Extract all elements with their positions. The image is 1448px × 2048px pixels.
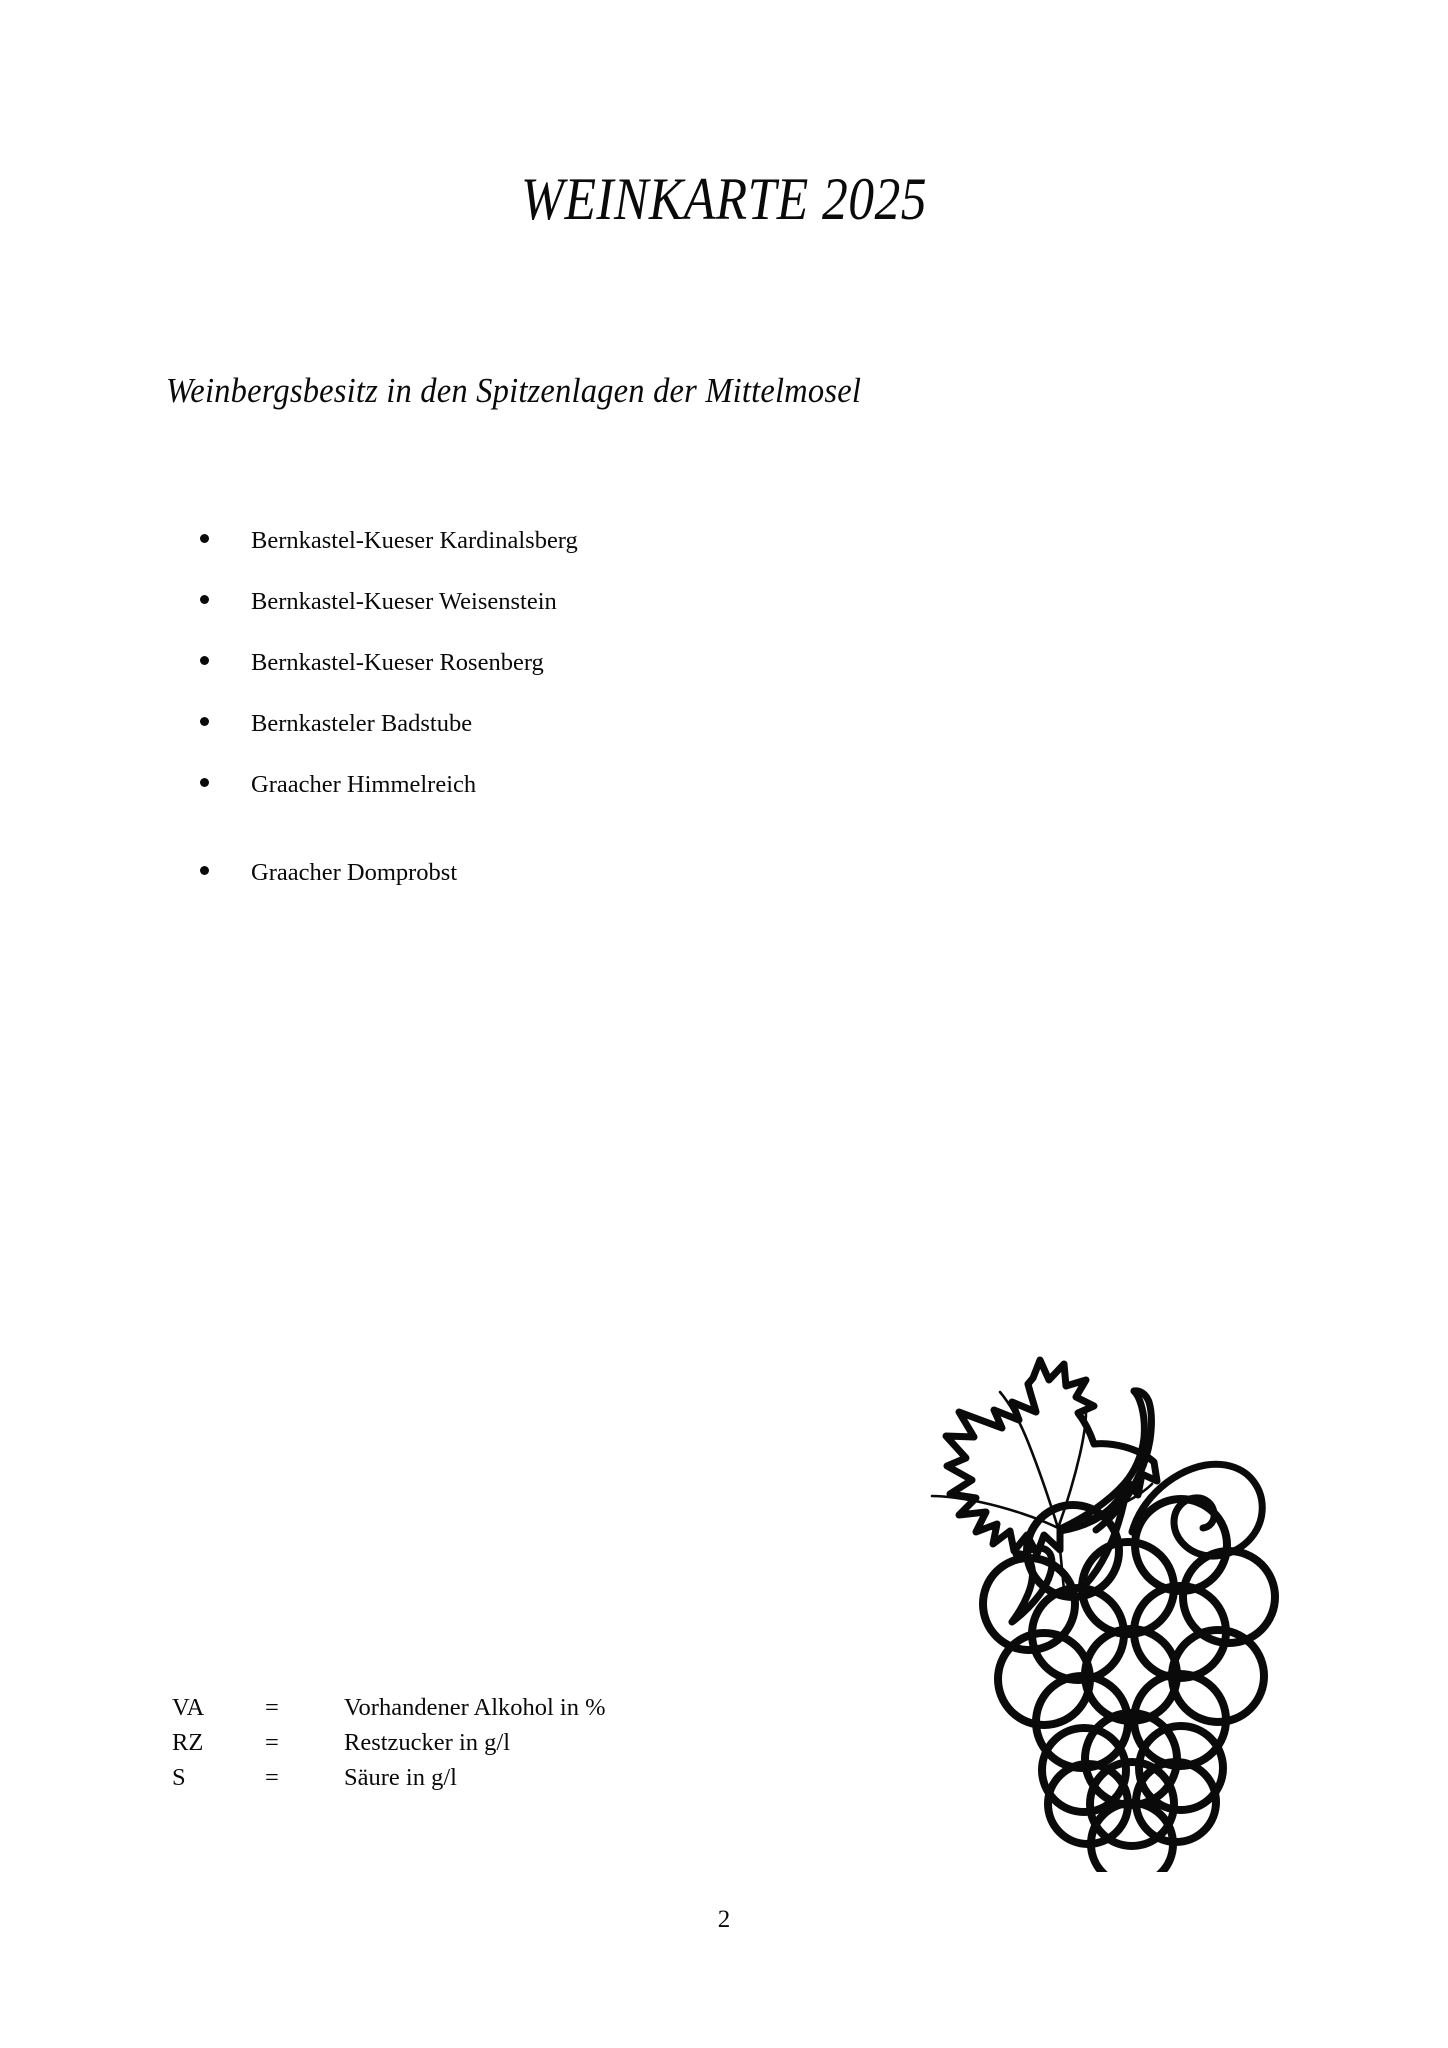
list-item-label: Bernkasteler Badstube bbox=[251, 710, 473, 737]
legend-definition: Säure in g/l bbox=[344, 1764, 457, 1791]
vineyard-list bbox=[200, 528, 960, 921]
page-title: WEINKARTE 2025 bbox=[521, 166, 927, 232]
list-item bbox=[200, 772, 960, 833]
legend-equals-sign: = bbox=[265, 1764, 279, 1791]
legend-abbreviation: VA bbox=[172, 1694, 205, 1721]
list-item-label: Graacher Himmelreich bbox=[251, 771, 477, 798]
grape-bunch-illustration bbox=[888, 1332, 1288, 1872]
list-item bbox=[200, 711, 960, 772]
list-item bbox=[200, 650, 960, 711]
legend-definition: Restzucker in g/l bbox=[344, 1729, 511, 1756]
legend-definition: Vorhandener Alkohol in % bbox=[344, 1694, 606, 1721]
list-item bbox=[200, 860, 960, 921]
bullet-icon bbox=[200, 656, 209, 665]
legend-equals-sign: = bbox=[265, 1694, 279, 1721]
bullet-icon bbox=[200, 866, 209, 875]
legend-equals-sign: = bbox=[265, 1729, 279, 1756]
page-number: 2 bbox=[717, 1906, 731, 1933]
list-item-label: Bernkastel-Kueser Kardinalsberg bbox=[251, 527, 578, 554]
list-item-label: Bernkastel-Kueser Weisenstein bbox=[251, 588, 557, 615]
legend-abbreviation: S bbox=[172, 1764, 186, 1791]
list-item-label: Bernkastel-Kueser Rosenberg bbox=[251, 649, 544, 676]
bullet-icon bbox=[200, 717, 209, 726]
section-subtitle: Weinbergsbesitz in den Spitzenlagen der Mittelmosel bbox=[166, 371, 862, 410]
bullet-icon bbox=[200, 534, 209, 543]
list-item bbox=[200, 528, 960, 589]
bullet-icon bbox=[200, 778, 209, 787]
bullet-icon bbox=[200, 595, 209, 604]
legend-abbreviation: RZ bbox=[172, 1729, 204, 1756]
list-item-label: Graacher Domprobst bbox=[251, 859, 458, 886]
list-item bbox=[200, 589, 960, 650]
